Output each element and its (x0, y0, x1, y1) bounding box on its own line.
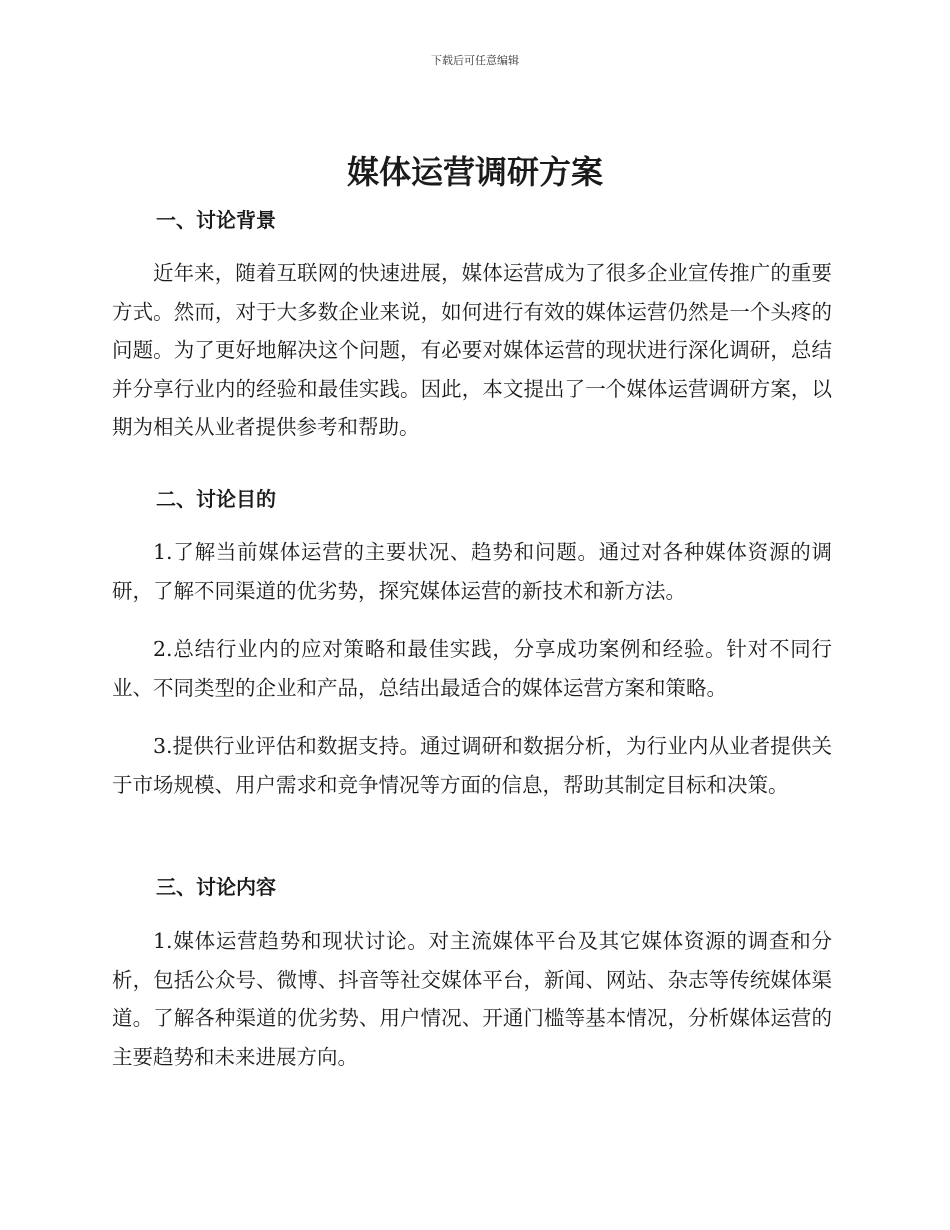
section-heading-purpose: 二、讨论目的 (156, 487, 276, 511)
section-heading-content: 三、讨论内容 (156, 875, 276, 899)
paragraph-background: 近年来，随着互联网的快速进展，媒体运营成为了很多企业宣传推广的重要方式。然而，对于大多数企业来说，如何进行有效的媒体运营仍然是一个头疼的问题。为了更好地解决这个问题，有必要对媒体运营的现状进行深化调研，总结并分享行业内的经验和最佳实践。因此，本文提出了一个媒体运营调研方案，以期为相关从业者提供参考和帮助。 (112, 261, 832, 439)
paragraph-purpose-2: 2.总结行业内的应对策略和最佳实践，分享成功案例和经验。针对不同行业、不同类型的企业和产品，总结出最适合的媒体运营方案和策略。 (112, 637, 832, 700)
paragraph-content-1: 1.媒体运营趋势和现状讨论。对主流媒体平台及其它媒体资源的调查和分析，包括公众号、微博、抖音等社交媒体平台，新闻、网站、杂志等传统媒体渠道。了解各种渠道的优劣势、用户情况、开通门槛等基本情况，分析媒体运营的主要趋势和未来进展方向。 (112, 929, 832, 1069)
paragraph-purpose-3: 3.提供行业评估和数据支持。通过调研和数据分析，为行业内从业者提供关于市场规模、用户需求和竞争情况等方面的信息，帮助其制定目标和决策。 (112, 734, 832, 797)
document-title: 媒体运营调研方案 (346, 153, 603, 191)
section-heading-background: 一、讨论背景 (156, 208, 276, 232)
page-header-note: 下载后可任意编辑 (431, 54, 519, 67)
paragraph-purpose-1: 1.了解当前媒体运营的主要状况、趋势和问题。通过对各种媒体资源的调研，了解不同渠道的优劣势，探究媒体运营的新技术和新方法。 (112, 540, 832, 603)
